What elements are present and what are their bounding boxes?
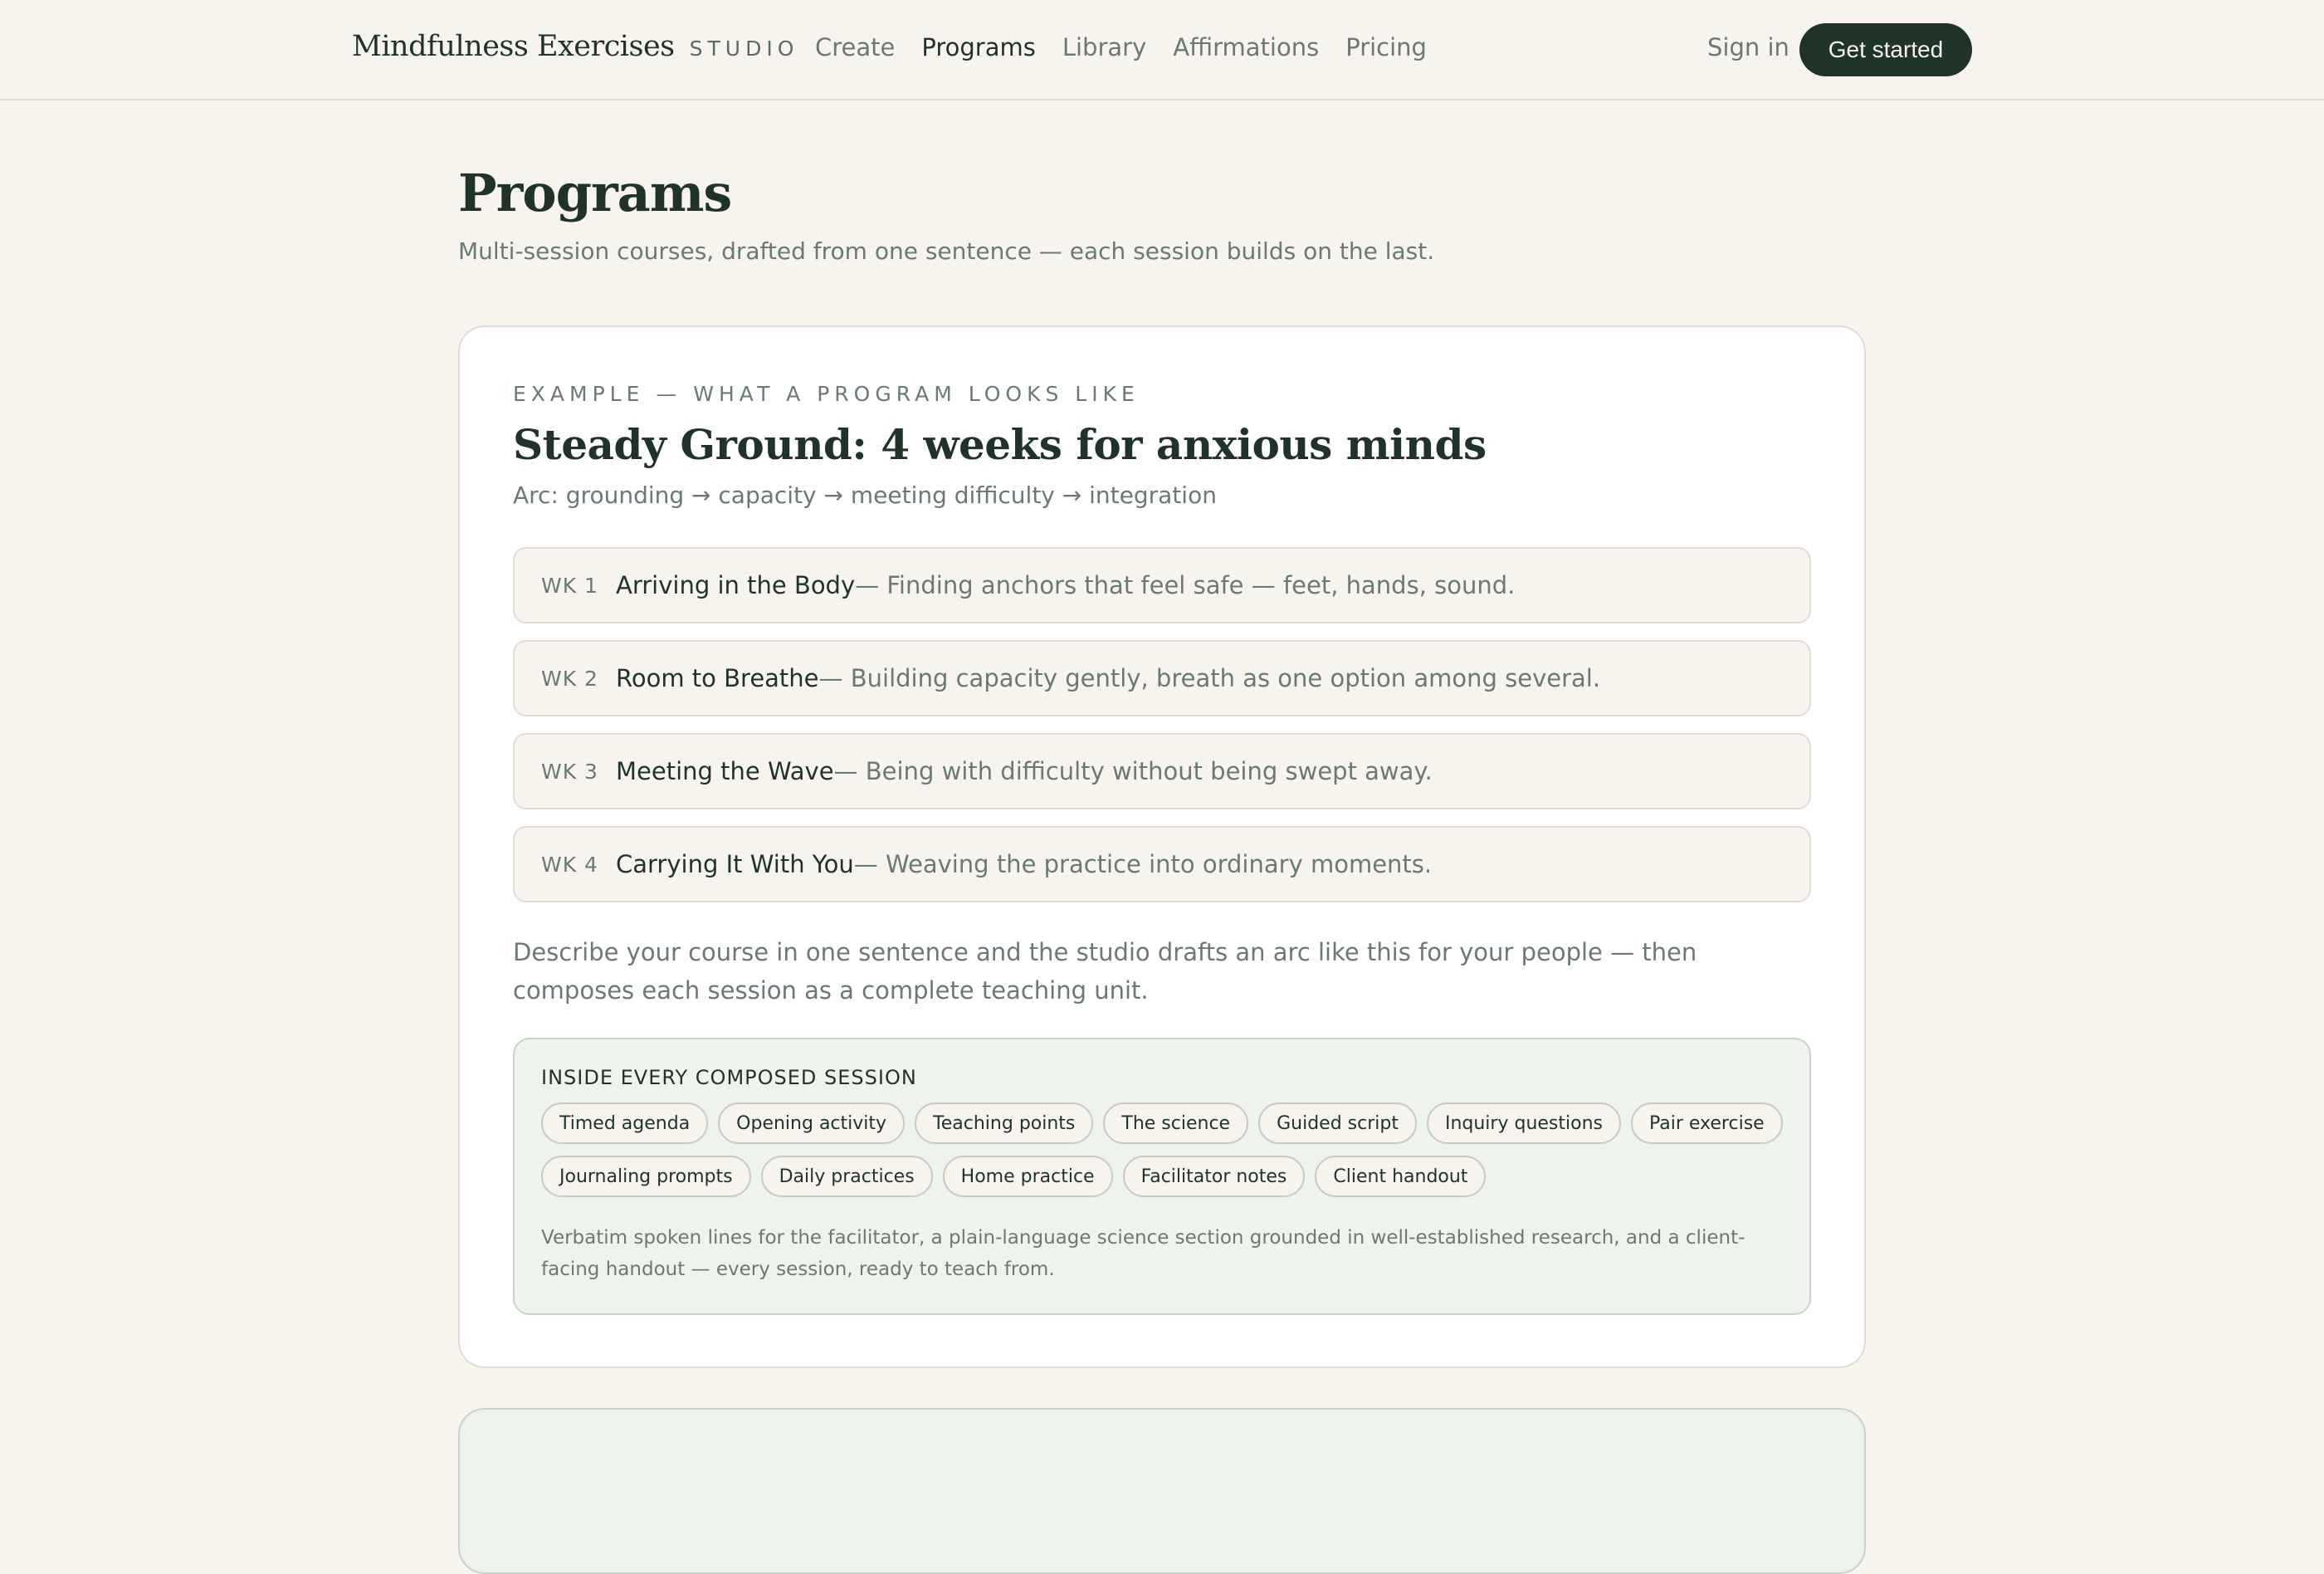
page-subtitle: Multi-session courses, drafted from one sentence — each session builds on the last.	[458, 237, 1435, 265]
page-title: Programs	[458, 163, 732, 223]
top-nav	[0, 0, 2324, 100]
session-contents-panel	[513, 1038, 1811, 1315]
week-row	[513, 640, 1811, 716]
next-section-card	[458, 1408, 1866, 1574]
example-program-card	[458, 325, 1866, 1368]
nav-link-programs[interactable]: Programs	[921, 33, 1036, 61]
program-description: Describe your course in one sentence and the studio drafts an arc like this for your people — then composes each session as a complete teaching unit.	[513, 938, 1697, 1005]
content-chip: Pair exercise	[1631, 1102, 1783, 1144]
week-title: Meeting the Wave	[616, 757, 834, 785]
content-chip: Timed agenda	[541, 1102, 708, 1144]
week-row	[513, 733, 1811, 809]
week-description: — Being with difficulty without being swept away.	[833, 757, 1433, 785]
content-chip: The science	[1103, 1102, 1248, 1144]
content-chip: Client handout	[1315, 1156, 1486, 1197]
week-title: Carrying It With You	[616, 850, 854, 878]
week-label: WK 3	[541, 759, 598, 784]
nav-link-affirmations[interactable]: Affirmations	[1173, 33, 1320, 61]
nav-link-pricing[interactable]: Pricing	[1345, 33, 1427, 61]
week-description: — Weaving the practice into ordinary moments.	[853, 850, 1433, 878]
week-label: WK 2	[541, 666, 598, 691]
content-chip: Teaching points	[915, 1102, 1093, 1144]
week-title: Room to Breathe	[616, 664, 819, 692]
week-list	[513, 547, 1811, 919]
week-label: WK 1	[541, 573, 598, 598]
week-description: — Finding anchors that feel safe — feet, hands, sound.	[855, 571, 1516, 599]
content-chip: Daily practices	[761, 1156, 933, 1197]
session-contents-heading: INSIDE EVERY COMPOSED SESSION	[541, 1066, 917, 1089]
content-chip: Inquiry questions	[1427, 1102, 1621, 1144]
week-label: WK 4	[541, 852, 598, 877]
nav-link-library[interactable]: Library	[1062, 33, 1147, 61]
session-contents-chips	[541, 1102, 1786, 1197]
nav-links	[815, 33, 1427, 61]
content-chip: Home practice	[943, 1156, 1113, 1197]
sign-in-link[interactable]: Sign in	[1707, 33, 1789, 61]
week-row	[513, 547, 1811, 623]
brand-name: Mindfulness Exercises	[352, 30, 675, 63]
program-title: Steady Ground: 4 weeks for anxious minds	[513, 420, 1487, 469]
get-started-button[interactable]: Get started	[1799, 23, 1972, 76]
content-chip: Facilitator notes	[1123, 1156, 1306, 1197]
content-chip: Guided script	[1258, 1102, 1417, 1144]
week-description: — Building capacity gently, breath as one option among several.	[818, 664, 1601, 692]
session-contents-note: Verbatim spoken lines for the facilitator, a plain-language science section grounded in well-established research, and a client-facing handout — every session, ready to teach from.	[541, 1227, 1745, 1280]
brand-logo[interactable]	[352, 30, 798, 63]
week-title: Arriving in the Body	[616, 571, 856, 599]
content-chip: Journaling prompts	[541, 1156, 751, 1197]
nav-link-create[interactable]: Create	[815, 33, 896, 61]
brand-tag: STUDIO	[689, 37, 799, 61]
example-eyebrow: EXAMPLE — WHAT A PROGRAM LOOKS LIKE	[513, 382, 1140, 406]
week-row	[513, 826, 1811, 902]
program-arc: Arc: grounding → capacity → meeting difficulty → integration	[513, 481, 1217, 509]
content-chip: Opening activity	[718, 1102, 905, 1144]
